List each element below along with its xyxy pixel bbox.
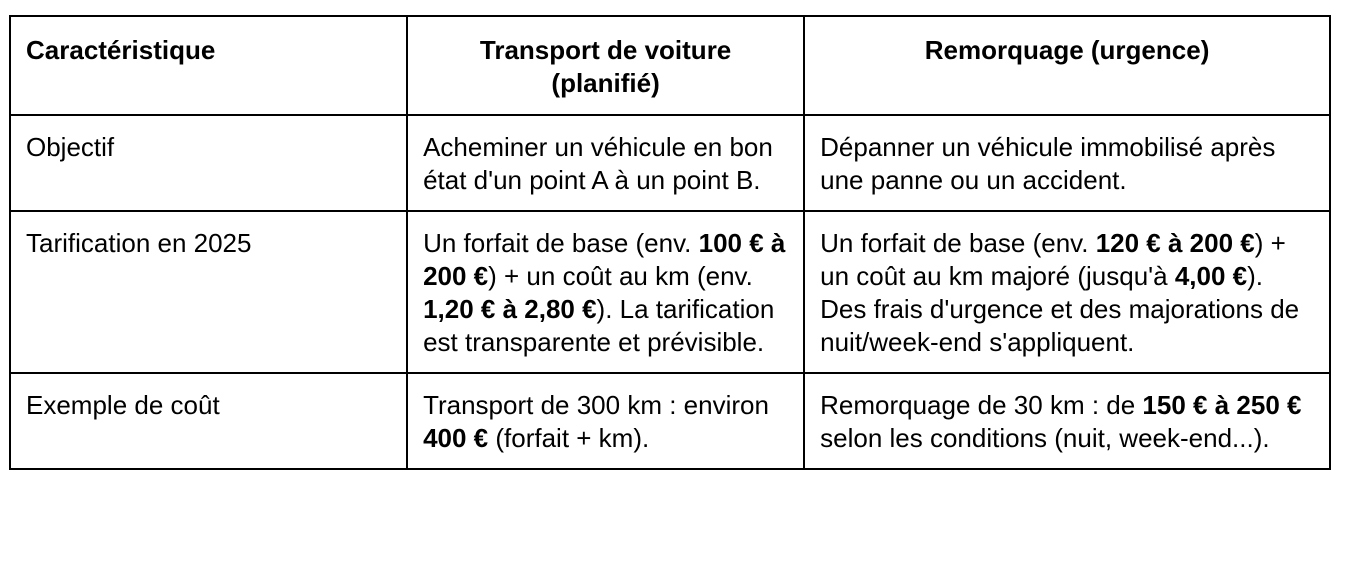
bold-amount: 400 € bbox=[423, 423, 489, 453]
table-row bbox=[10, 115, 1330, 211]
header-car-transport: Transport de voiture (planifié) bbox=[407, 16, 804, 115]
cell-text: ). La tarification est transparente et prévisible. bbox=[423, 294, 775, 357]
header-feature: Caractéristique bbox=[10, 16, 407, 115]
cell-text: Remorquage de 30 km : de bbox=[820, 390, 1143, 420]
bold-amount: 1,20 € à 2,80 € bbox=[423, 294, 597, 324]
comparison-table bbox=[9, 15, 1331, 470]
table-row bbox=[10, 373, 1330, 469]
bold-amount: 150 € à 250 € bbox=[1142, 390, 1302, 420]
cell-text: ). Des frais d'urgence et des majorations de nuit/week-end s'appliquent. bbox=[820, 261, 1300, 357]
cell-towing-cost-example bbox=[804, 373, 1330, 469]
cell-text: Transport de 300 km : environ bbox=[423, 390, 769, 420]
cell-towing-pricing bbox=[804, 211, 1330, 373]
bold-amount: 4,00 € bbox=[1174, 261, 1248, 291]
cell-text: Un forfait de base (env. bbox=[423, 228, 699, 258]
cell-text: (forfait + km). bbox=[488, 423, 650, 453]
row-label-cost-example: Exemple de coût bbox=[10, 373, 407, 469]
cell-text: Un forfait de base (env. bbox=[820, 228, 1096, 258]
row-label-pricing: Tarification en 2025 bbox=[10, 211, 407, 373]
bold-amount: 120 € à 200 € bbox=[1095, 228, 1255, 258]
table-header-row bbox=[10, 16, 1330, 115]
row-label-objective: Objectif bbox=[10, 115, 407, 211]
cell-transport-objective bbox=[407, 115, 804, 211]
cell-text: Dépanner un véhicule immobilisé après une panne ou un accident. bbox=[820, 132, 1276, 195]
cell-text: ) + un coût au km (env. bbox=[488, 261, 753, 291]
table-row bbox=[10, 211, 1330, 373]
cell-towing-objective bbox=[804, 115, 1330, 211]
cell-text: selon les conditions (nuit, week-end...). bbox=[820, 423, 1270, 453]
cell-transport-pricing bbox=[407, 211, 804, 373]
cell-transport-cost-example bbox=[407, 373, 804, 469]
bold-amount: 100 € à 200 € bbox=[423, 228, 786, 291]
header-towing: Remorquage (urgence) bbox=[804, 16, 1330, 115]
cell-text: Acheminer un véhicule en bon état d'un point A à un point B. bbox=[423, 132, 773, 195]
cell-text: ) + un coût au km majoré (jusqu'à bbox=[820, 228, 1286, 291]
